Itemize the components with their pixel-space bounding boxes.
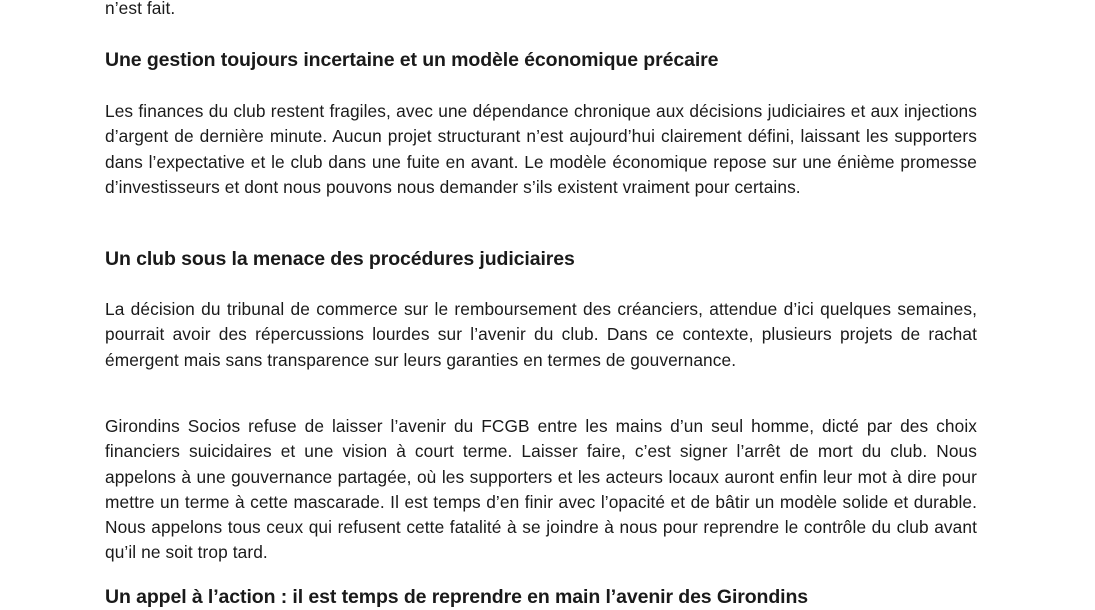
section-heading-gestion: Une gestion toujours incertaine et un modèle économique précaire	[105, 49, 719, 71]
section-heading-procedures: Un club sous la menace des procédures judiciaires	[105, 248, 575, 270]
paragraph-finances: Les finances du club restent fragiles, avec une dépendance chronique aux décisions judiciaires et aux injections d’argent de dernière minute. Aucun projet structurant n’est aujourd’hui clairement défini, laissant les supporters dans l’expectative et le club dans une fuite en avant. Le modèle économique repose sur une énième promesse d’investisseurs et dont nous pouvons nous demander s’ils existent vraiment pour certains.	[105, 101, 977, 197]
paragraph-tribunal: La décision du tribunal de commerce sur le remboursement des créanciers, attendue d’ici quelques semaines, pourrait avoir des répercussions lourdes sur l’avenir du club. Dans ce contexte, plusieurs projets de rachat émergent mais sans transparence sur leurs garanties en termes de gouvernance.	[105, 299, 977, 370]
section-heading-appel: Un appel à l’action : il est temps de reprendre en main l’avenir des Girondins	[105, 586, 809, 608]
paragraph-fragment: n’est fait.	[105, 0, 176, 18]
paragraph-girondins-socios: Girondins Socios refuse de laisser l’avenir du FCGB entre les mains d’un seul homme, dicté par des choix financiers suicidaires et une vision à court terme. Laisser faire, c’est signer l’arrêt de mort du club. Nous appelons à une gouvernance partagée, où les supporters et les acteurs locaux auront enfin leur mot à dire pour mettre un terme à cette mascarade. Il est temps d’en finir avec l’opacité et de bâtir un modèle solide et durable. Nous appelons tous ceux qui refusent cette fatalité à se joindre à nous pour reprendre le contrôle du club avant qu’il ne soit trop tard.	[105, 416, 977, 563]
